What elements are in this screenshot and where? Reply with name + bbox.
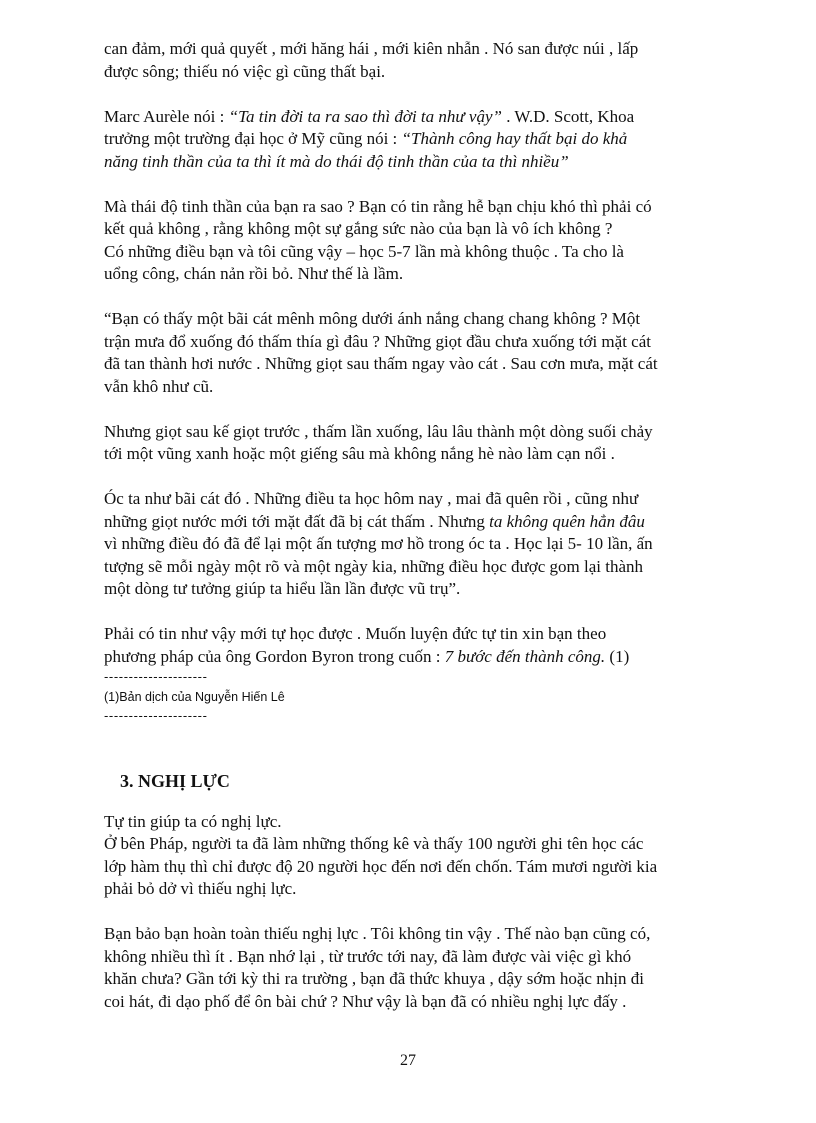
text-line: không nhiều thì ít . Bạn nhớ lại , từ trước tới nay, đã làm được vài việc gì khó	[104, 946, 632, 966]
paragraph-2	[104, 106, 716, 174]
text-line: vẫn khô như cũ.	[104, 376, 214, 396]
section-paragraph-2	[104, 923, 716, 1013]
text-line: Ở bên Pháp, người ta đã làm những thống kê và thấy 100 người ghi tên học các	[104, 834, 644, 853]
quote-scott: “Thành công hay thất bại do khả	[401, 129, 628, 148]
text-line: Có những điều bạn và tôi cũng vậy – học 5-7 lần mà không thuộc . Ta cho là	[104, 241, 624, 261]
text-line: vì những điều đó đã để lại một ấn tượng mơ hồ trong óc ta . Học lại 5- 10 lần, ấn	[104, 534, 653, 553]
footnote-rule-top: ---------------------	[104, 669, 208, 684]
text-run: trưởng một trường đại học ở Mỹ cũng nói :	[104, 129, 402, 148]
text-run: những giọt nước mới tới mặt đất đã bị cát thấm . Nhưng	[104, 511, 490, 531]
page-number: 27	[400, 1052, 416, 1069]
footnote-text: (1)Bản dịch của Nguyễn Hiến Lê	[104, 690, 285, 704]
book-title: 7 bước đến thành công.	[444, 646, 606, 666]
text-line	[104, 646, 716, 669]
page-body	[104, 38, 716, 1036]
paragraph-5	[104, 421, 716, 466]
footnote-rule-bottom: ---------------------	[104, 708, 208, 723]
text-line: Tự tin giúp ta có nghị lực.	[104, 811, 282, 831]
paragraph-7	[104, 623, 716, 668]
text-line: “Bạn có thấy một bãi cát mênh mông dưới ánh nắng chang chang không ? Một	[104, 309, 641, 328]
emphasis-text: ta không quên hẳn đâu	[489, 511, 645, 531]
text-line: lớp hàm thụ thì chỉ được độ 20 người học đến nơi đến chốn. Tám mươi người kia	[104, 856, 658, 876]
text-line: đã tan thành hơi nước . Những giọt sau thấm ngay vào cát . Sau cơn mưa, mặt cát	[104, 354, 658, 373]
section-paragraph-1	[104, 811, 716, 901]
section-heading: 3. NGHỊ LỰC	[120, 771, 230, 791]
text-line: Mà thái độ tinh thần của bạn ra sao ? Bạn có tin rằng hễ bạn chịu khó thì phải có	[104, 196, 652, 216]
text-line: Óc ta như bãi cát đó . Những điều ta học hôm nay , mai đã quên rồi , cũng như	[104, 489, 639, 508]
text-line	[104, 511, 716, 534]
text-line: uổng công, chán nản rồi bỏ. Như thế là lầm.	[104, 264, 404, 283]
text-line: kết quả không , rằng không một sự gắng sức nào của bạn là vô ích không ?	[104, 219, 613, 238]
footnote-reference: (1)	[605, 646, 630, 666]
quote-aurele: “Ta tin đời ta ra sao thì đời ta như vậy”	[228, 106, 502, 126]
paragraph-3	[104, 196, 716, 286]
text-run: phương pháp của ông Gordon Byron trong cuốn :	[104, 646, 445, 666]
text-line	[104, 128, 716, 151]
paragraph-6	[104, 488, 716, 601]
text-line: trận mưa đổ xuống đó thấm thía gì đâu ? Những giọt đầu chưa xuống tới mặt cát	[104, 331, 651, 351]
text-line: tới một vũng xanh hoặc một giếng sâu mà không nắng hè nào làm cạn nổi .	[104, 444, 615, 463]
text-run: Marc Aurèle nói :	[104, 106, 229, 126]
text-run: . W.D. Scott, Khoa	[501, 106, 635, 126]
text-line: được sông; thiếu nó việc gì cũng thất bại.	[104, 61, 386, 81]
text-line: phải bỏ dở vì thiếu nghị lực.	[104, 879, 297, 898]
text-line: Bạn bảo bạn hoàn toàn thiếu nghị lực . Tôi không tin vậy . Thế nào bạn cũng có,	[104, 924, 651, 943]
text-line: Nhưng giọt sau kế giọt trước , thấm lần xuống, lâu lâu thành một dòng suối chảy	[104, 421, 653, 441]
paragraph-4	[104, 308, 716, 398]
text-line: một dòng tư tưởng giúp ta hiểu lần lần được vũ trụ”.	[104, 579, 461, 598]
text-line: can đảm, mới quả quyết , mới hăng hái , mới kiên nhẫn . Nó san được núi , lấp	[104, 39, 639, 58]
text-line: Phải có tin như vậy mới tự học được . Muốn luyện đức tự tin xin bạn theo	[104, 624, 607, 643]
quote-scott-continued: năng tinh thần của ta thì ít mà do thái độ tinh thần của ta thì nhiều”	[104, 151, 569, 171]
text-line	[104, 106, 716, 129]
paragraph-1	[104, 38, 716, 83]
text-line: khăn chưa? Gần tới kỳ thi ra trường , bạn đã thức khuya , dậy sớm hoặc nhịn đi	[104, 969, 644, 988]
text-line: tượng sẽ mỗi ngày một rõ và một ngày kia, những điều học được gom lại thành	[104, 556, 644, 576]
text-line: coi hát, đi dạo phố để ôn bài chứ ? Như vậy là bạn đã có nhiều nghị lực đấy .	[104, 991, 627, 1011]
